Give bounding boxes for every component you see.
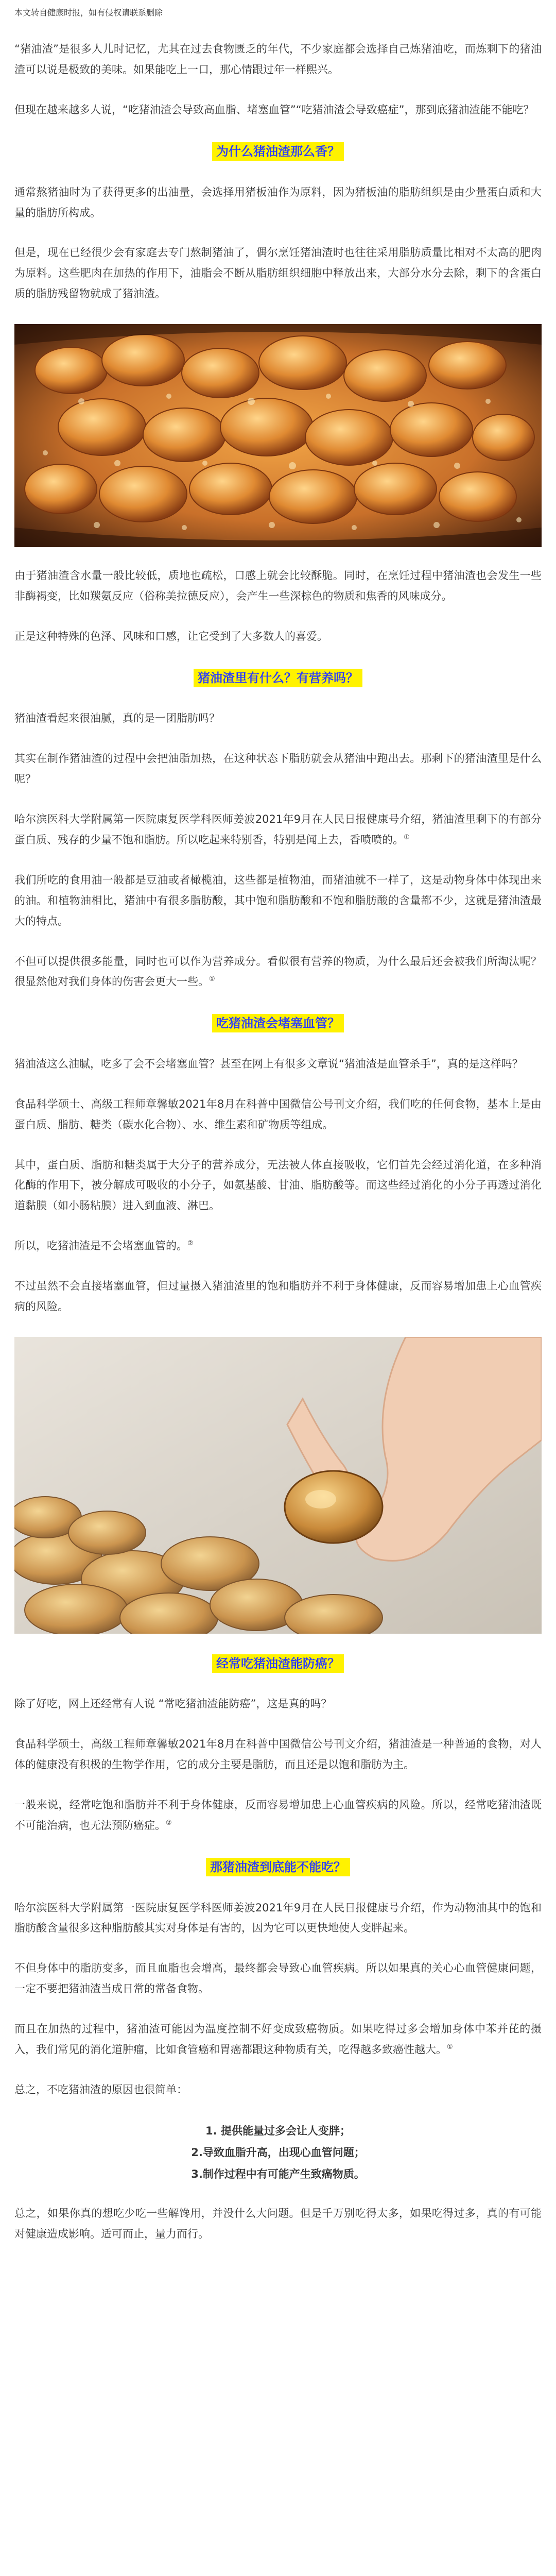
footnote-marker-1b: ① — [209, 975, 215, 984]
hand-holding-pork-crackling-photo — [14, 1337, 542, 1634]
section-heading-1: 为什么猪油渣那么香？ — [14, 140, 542, 164]
section-heading-2: 猪油渣里有什么？有营养吗？ — [14, 667, 542, 690]
section-5-paragraph-2: 不但身体中的脂肪变多，而且血脂也会增高，最终都会导致心血管疾病。所以如果真的关心心血管健康问题，一定不要把猪油渣当成日常的常备食物。 — [14, 1962, 542, 1995]
section-5-paragraph-1: 哈尔滨医科大学附属第一医院康复医学科医师姜波2021年9月在人民日报健康号介绍，作为动物油其中的饱和脂肪酸含量很多这种脂肪酸其实对身体是有害的，因为它可以更快地使人变胖起来。 — [14, 1901, 542, 1935]
intro-paragraph-1: “猪油渣”是很多人儿时记忆，尤其在过去食物匮乏的年代，不少家庭都会选择自己炼猪油吃，而炼剩下的猪油渣可以说是极致的美味。如果能吃上一口，那心情跟过年一样熙兴。 — [14, 43, 542, 76]
summary-item-2: 2.导致血脂升高，出现心血管问题； — [191, 2146, 365, 2159]
conclusion-paragraph: 总之，如果你真的想吃少吃一些解馋用，并没什么大问题。但是千万别吃得太多，如果吃得过多，真的有可能对健康造成影响。适可而止，量力而行。 — [14, 2207, 542, 2240]
section-2-paragraph-1: 猪油渣看起来很油腻，真的是一团脂肪吗？ — [14, 712, 220, 725]
section-1-paragraph-4: 正是这种特殊的色泽、风味和口感，让它受到了大多数人的喜爱。 — [14, 630, 328, 642]
section-heading-4: 经常吃猪油渣能防癌？ — [14, 1652, 542, 1676]
section-3-paragraph-4: 所以，吃猪油渣是不会堵塞血管的。② — [14, 1240, 194, 1252]
section-4-paragraph-3: 一般来说，经常吃饱和脂肪并不利于身体健康，反而容易增加患上心血管疾病的风险。所以，经常吃猪油渣既不可能治病，也无法预防癌症。② — [14, 1799, 542, 1832]
footnote-marker-1: ① — [404, 833, 410, 841]
section-4-paragraph-1: 除了好吃，网上还经常有人说 “常吃猪油渣能防癌”，这是真的吗？ — [14, 1698, 332, 1710]
summary-item-3: 3.制作过程中有可能产生致癌物质。 — [191, 2167, 365, 2180]
footnote-marker-2b: ② — [166, 1819, 172, 1827]
section-3-paragraph-5: 不过虽然不会直接堵塞血管，但过量摄入猪油渣里的饱和脂肪并不利于身体健康，反而容易增加患上心血管疾病的风险。 — [14, 1280, 542, 1313]
section-3-paragraph-3: 其中，蛋白质、脂肪和糖类属于大分子的营养成分，无法被人体直接吸收，它们首先会经过消化道，在多种消化酶的作用下，被分解成可吸收的小分子，如氨基酸、甘油、脂肪酸等。而这些经过消化的小分子再透过消化道黏膜（如小肠粘膜）进入到血液、淋巴。 — [14, 1158, 542, 1212]
section-2-paragraph-5: 不但可以提供很多能量，同时也可以作为营养成分。看似很有营养的物质，为什么最后还会被我们所淘汰呢？很显然他对我们身体的伤害会更大一些。① — [14, 955, 542, 988]
section-5-paragraph-4: 总之，不吃猪油渣的原因也很简单： — [14, 2083, 187, 2096]
section-heading-5: 那猪油渣到底能不能吃？ — [14, 1856, 542, 1879]
section-1-paragraph-2: 但是，现在已经很少会有家庭去专门熬制猪油了，偶尔烹饪猪油渣时也往往采用脂肪质量比相对不太高的肥肉为原料。这些肥肉在加热的作用下，油脂会不断从脂肪组织细胞中释放出来，大部分水分去除，剩下的含蛋白质的脂肪残留物就成了猪油渣。 — [14, 246, 542, 300]
section-heading-3: 吃猪油渣会堵塞血管？ — [14, 1012, 542, 1036]
section-4-paragraph-2: 食品科学硕士，高级工程师章馨敏2021年8月在科普中国微信公号刊文介绍，猪油渣是一种普通的食物，对人体的健康没有积极的生物学作用，它的成分主要是脂肪，而且还是以饱和脂肪为主。 — [14, 1738, 542, 1771]
section-1-paragraph-3: 由于猪油渣含水量一般比较低，质地也疏松，口感上就会比较酥脆。同时，在烹饪过程中猪油渣也会发生一些非酶褐变，比如羰氨反应（俗称美拉德反应），会产生一些深棕色的物质和焦香的风味成分。 — [14, 569, 542, 602]
summary-list — [14, 2120, 542, 2185]
footnote-marker-1c: ① — [447, 2043, 453, 2051]
fried-pork-crackling-pan-photo — [14, 324, 542, 547]
section-3-paragraph-1: 猪油渣这么油腻，吃多了会不会堵塞血管？甚至在网上有很多文章说“猪油渣是血管杀手”，真的是这样吗？ — [14, 1057, 523, 1070]
intro-paragraph-2: 但现在越来越多人说，“吃猪油渣会导致高血脂、堵塞血管”“吃猪油渣会导致癌症”，那到底猪油渣能不能吃？ — [14, 104, 534, 116]
section-2-paragraph-4: 我们所吃的食用油一般都是豆油或者橄榄油，这些都是植物油，而猪油就不一样了，这是动物身体中体现出来的油。和植物油相比，猪油中有很多脂肪酸，其中饱和脂肪酸和不饱和脂肪酸的含量都不少，这就是猪油渣最大的特点。 — [14, 873, 542, 927]
summary-item-1: 1. 提供能量过多会让人变胖； — [205, 2124, 351, 2137]
copyright-notice: 本文转自健康时报，如有侵权请联系删除 — [14, 8, 163, 18]
section-5-paragraph-3: 而且在加热的过程中，猪油渣可能因为温度控制不好变成致癌物质。如果吃得过多会增加身体中苯并芘的摄入，我们常见的消化道肿瘤，比如食管癌和胃癌都跟这种物质有关，吃得越多致癌性越大。① — [14, 2023, 542, 2056]
section-2-paragraph-3: 哈尔滨医科大学附属第一医院康复医学科医师姜波2021年9月在人民日报健康号介绍，猪油渣里剩下的有部分蛋白质、残存的少量不饱和脂肪。所以吃起来特别香，特别是闻上去，香喷喷的。① — [14, 813, 542, 846]
footnote-marker-2: ② — [187, 1240, 194, 1248]
section-3-paragraph-2: 食品科学硕士、高级工程师章馨敏2021年8月在科普中国微信公号刊文介绍，我们吃的任何食物，基本上是由蛋白质、脂肪、糖类（碳水化合物）、水、维生素和矿物质等组成。 — [14, 1097, 542, 1131]
section-1-paragraph-1: 通常熬猪油时为了获得更多的出油量，会选择用猪板油作为原料，因为猪板油的脂肪组织是由少量蛋白质和大量的脂肪所构成。 — [14, 185, 542, 219]
section-2-paragraph-2: 其实在制作猪油渣的过程中会把油脂加热，在这种状态下脂肪就会从猪油中跑出去。那剩下的猪油渣里是什么呢？ — [14, 752, 542, 786]
